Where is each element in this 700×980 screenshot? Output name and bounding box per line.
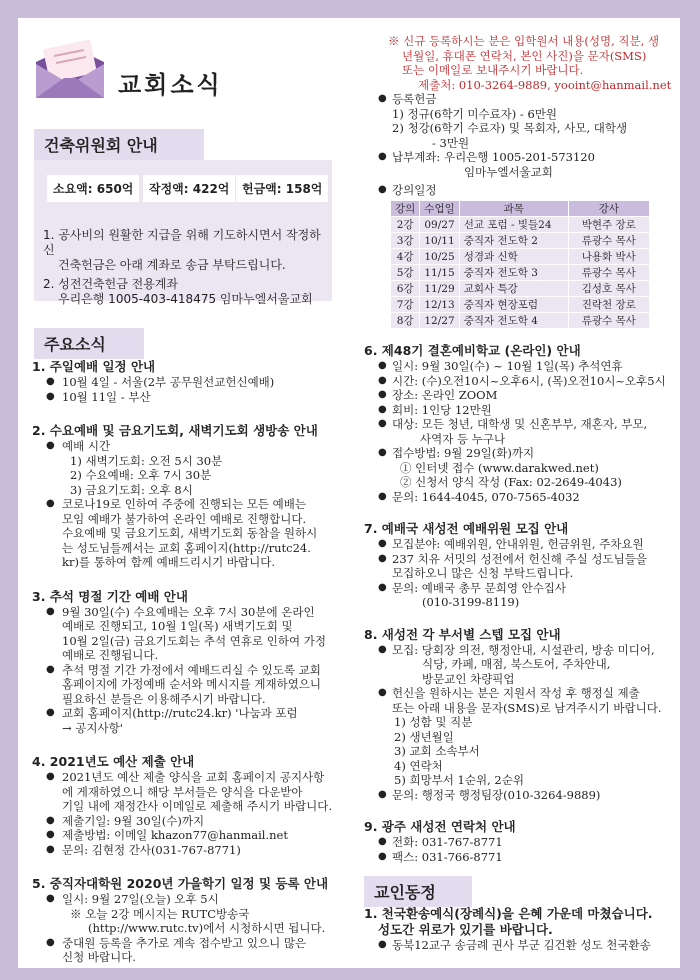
section-6: 6. 제48기 결혼예비학교 (온라인) 안내 ● 일시: 9월 30일(수) ~ 10월 1일(목) 추석연휴 ● 시간: (수)오전10시~오후6시, (목)오전10시~오후5시 ● 장소: 온라인 ZOOM ● 회비: 1인당 12만원 ● 대상: 모든 청년, 대학생 및 신혼부부, 재혼자, 부모, 사역자 등 누구나 ● 접수방법: 9월 29일(화)까지 ① 인터넷 접수 (www.darakwed.net) ② 신청서 양식 작성 (Fax: 02-2649-4043) ● 문의: 1644-4045, 070-7565-4032 [364, 343, 674, 504]
construction-box [34, 160, 332, 306]
section-4: 4. 2021년도 예산 제출 안내 ● 2021년도 예산 제출 양식을 교회 홈페이지 공지사항 에 게재하였으니 해당 부서들은 양식을 다운받아 기일 내에 재정간사 이메일로 제출해 주시기 바랍니다. ● 제출기일: 9월 30일(수)까지 ● 제출방법: 이메일 khazon77@hanmail.net ● 문의: 김현정 간사(031-767-8771) [32, 754, 362, 857]
member-news-heading: 교인동정 [364, 876, 472, 907]
section-9: 9. 광주 새성전 연락처 안내 ● 전화: 031-767-8771 ● 팩스: 031-766-8771 [364, 819, 674, 864]
news-heading: 주요소식 [34, 328, 144, 359]
table-row: 8강 12/27 중직자 전도학 4 류광수 목사 [391, 313, 650, 329]
right-column-top: ※ 신규 등록하시는 분은 입학원서 내용(성명, 직분, 생 년월일, 휴대폰 연락처, 본인 사진)을 문자(SMS) 또는 이메일로 보내주시기 바랍니다. 제출처: 010-3264-9889, yooint@hanmail.net ● 등록헌금 1) 정규(6학기 미수료자) - 6만원 2) 청강(6학기 수료자) 및 목회자, 사모, 대학생 - 3만원 ● 납부계좌: 우리은행 1005-201-573120 임마누엘서울교회 ● 강의일정 [376, 34, 676, 198]
lecture-schedule-table [390, 200, 650, 329]
page [18, 18, 680, 968]
table-row: 2강 09/27 선교 포럼 - 빛들24 박현주 장로 [391, 217, 650, 233]
construction-item-1: 1. 공사비의 원활한 지급을 위해 기도하시면서 작정하신 건축헌금은 아래 계좌로 송금 부탁드립니다. [43, 228, 321, 272]
table-row: 3강 10/11 중직자 전도학 2 류광수 목사 [391, 233, 650, 249]
section-7: 7. 예배국 새성전 예배위원 모집 안내 ● 모집분야: 예배위원, 안내위원, 헌금위원, 주차요원 ● 237 치유 서밋의 성전에서 헌신해 주실 성도님들을 모집하오니 많은 신청 부탁드립니다. ● 문의: 예배국 총무 문희영 안수집사 (010-3199-8119) [364, 521, 674, 610]
table-row: 4강 10/25 성경과 신학 나용화 박사 [391, 249, 650, 265]
member-news: 1. 천국환송예식(장례식)을 은혜 가운데 마쳤습니다. 성도간 위로가 있기를 바랍니다. ● 동북12교구 송금례 권사 부군 김건환 성도 천국환송 [364, 906, 674, 953]
section-3: 3. 추석 명절 기간 예배 안내 ● 9월 30일(수) 수요예배는 오후 7시 30분에 온라인 예배로 진행되고, 10월 1일(목) 새벽기도회 및 10월 2일(금) 금요기도회는 추석 연휴로 인하여 가정 예배로 진행됩니다. ● 추석 명절 기간 가정에서 예배드리실 수 있도록 교회 홈페이지에 가정예배 순서와 메시지를 게재하였으니 필요하신 분들은 이용해주시기 바랍니다. ● 교회 홈페이지(http://rutc24.kr) '나눔과 포럼 → 공지사항' [32, 589, 362, 736]
section-1: 1. 주일예배 일정 안내 ● 10월 4일 - 서울(2부 공무원선교헌신예배) ● 10월 11일 - 부산 [32, 359, 362, 404]
section-5: 5. 중직자대학원 2020년 가을학기 일정 및 등록 안내 ● 일시: 9월 27일(오늘) 오후 5시 ※ 오늘 2강 메시지는 RUTC방송국 (http://www.rutc.tv)에서 시청하시면 됩니다. ● 중대원 등록을 추가로 계속 접수받고 있으니 많은 신청 바랍니다. [32, 876, 362, 965]
amount-pledged: 작정액: 422억 [143, 175, 235, 202]
page-title: 교회소식 [118, 71, 223, 99]
registration-notice: ※ 신규 등록하시는 분은 입학원서 내용(성명, 직분, 생 년월일, 휴대폰 연락처, 본인 사진)을 문자(SMS) 또는 이메일로 보내주시기 바랍니다. 제출처: 010-3264-9889, yooint@hanmail.net [388, 34, 672, 92]
table-header: 강사 [568, 201, 649, 217]
section-2: 2. 수요예배 및 금요기도회, 새벽기도회 생방송 안내 ● 예배 시간 1) 새벽기도회: 오전 5시 30분 2) 수요예배: 오후 7시 30분 3) 금요기도회: 오후 8시 ● 코로나19로 인하여 주중에 진행되는 모든 예배는 모임 예배가 불가하여 온라인 예배로 진행합니다. 수요예배 및 금요기도회, 새벽기도회 동참을 원하시 는 성도님들께서는 교회 홈페이지(http://rutc24. kr)를 통하여 함께 예배드리시기 바랍니다. [32, 423, 362, 570]
amount-offered: 헌금액: 158억 [236, 175, 328, 202]
table-row: 7강 12/13 중직자 현장포럼 진락천 장로 [391, 297, 650, 313]
table-row: 6강 11/29 교회사 특강 김성호 목사 [391, 281, 650, 297]
right-column [364, 343, 674, 864]
section-8: 8. 새성전 각 부서별 스텝 모집 안내 ● 모집: 당회장 의전, 행정안내, 시설관리, 방송 미디어, 식당, 카페, 매점, 북스토어, 주차안내, 방문교인 차량픽업 ● 헌신을 원하시는 분은 지원서 작성 후 행정실 제출 또는 아래 내용을 문자(SMS)로 남겨주시기 바랍니다. 1) 성함 및 직분 2) 생년월일 3) 교회 소속부서 4) 연락처 5) 희망부서 1순위, 2순위 ● 문의: 행정국 행정팀장(010-3264-9889) [364, 627, 674, 803]
table-header: 강의 [391, 201, 420, 217]
table-row: 5강 11/15 중직자 전도학 3 류광수 목사 [391, 265, 650, 281]
envelope-icon [32, 40, 108, 100]
construction-heading: 건축위원회 안내 [34, 129, 204, 160]
left-column [32, 359, 362, 965]
table-header: 수업일 [420, 201, 459, 217]
table-header: 과목 [459, 201, 568, 217]
amount-required: 소요액: 650억 [47, 175, 139, 202]
table-header-row [391, 201, 650, 217]
construction-item-2: 2. 성전건축헌금 전용계좌 우리은행 1005-403-418475 임마누엘서울교회 [43, 277, 313, 306]
